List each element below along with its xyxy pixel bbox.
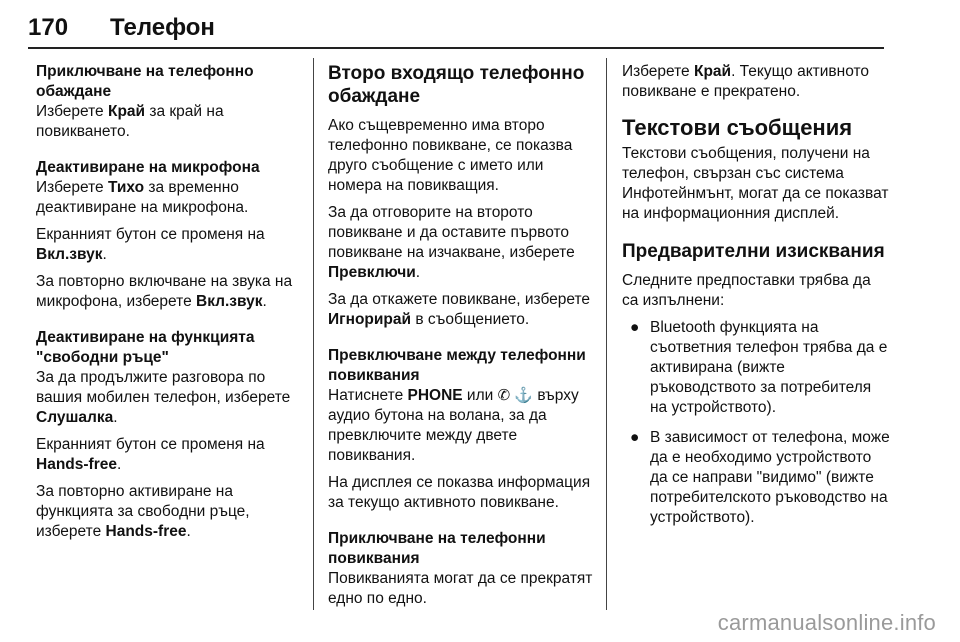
paragraph: На дисплея се показва информация за текущо активното повикване. xyxy=(328,474,591,511)
watermark: carmanualsonline.info xyxy=(717,610,936,635)
section-switch-calls xyxy=(328,346,596,513)
paragraph: Натиснете PHONE или ✆ ⚓ върху аудио бутона на волана, за да превключите между двете повиквания. xyxy=(328,387,579,464)
paragraph: Екранният бутон се променя на Hands-free. xyxy=(36,436,265,473)
ui-term: Слушалка xyxy=(36,409,114,426)
ui-term: PHONE xyxy=(407,387,463,404)
list-item: ● В зависимост от телефона, може да е необходимо устройството да се направи "видимо" (вижте потребителското ръководство на устройството). xyxy=(630,429,890,526)
section-heading: Второ входящо телефонно обаждане xyxy=(328,63,585,107)
ui-term: Тихо xyxy=(107,179,145,196)
paragraph: Ако същевременно има второ телефонно повикване, се показва друго съобщение с името или номера на повикващия. xyxy=(328,117,573,194)
section-heading: Деактивиране на функцията "свободни ръце" xyxy=(36,329,255,366)
page-title: Телефон xyxy=(110,14,215,41)
column-divider-2 xyxy=(606,58,607,610)
ui-term: Вкл.звук xyxy=(196,293,263,310)
page-header xyxy=(28,10,888,50)
section-heading: Приключване на телефонни повиквания xyxy=(328,530,546,567)
column-1 xyxy=(36,62,304,549)
header-divider xyxy=(28,47,884,49)
column-3 xyxy=(622,62,890,538)
paragraph: За да откажете повикване, изберете Игнорирай в съобщението. xyxy=(328,291,591,328)
column-2 xyxy=(328,62,596,616)
paragraph: За повторно включване на звука на микрофона, изберете Вкл.звук. xyxy=(36,273,293,310)
paragraph: Изберете Край. Текущо активното повикване е прекратено. xyxy=(622,63,870,100)
paragraph: За да отговорите на второто повикване и да оставите първото повикване на изчакване, изберете Превключи. xyxy=(328,204,575,281)
paragraph: Екранният бутон се променя на Вкл.звук. xyxy=(36,226,265,263)
section-heading: Деактивиране на микрофона xyxy=(36,159,260,176)
ui-term: Превключи xyxy=(328,264,416,281)
ui-term: Hands-free xyxy=(36,456,117,473)
ui-term: Край xyxy=(107,103,146,120)
paragraph: Следните предпоставки трябва да са изпълнени: xyxy=(622,272,871,309)
paragraph: Текстови съобщения, получени на телефон, свързан със система Инфотейнмънт, могат да се показват на информационния дисплей. xyxy=(622,145,889,222)
phone-voice-icon: ✆ ⚓ xyxy=(497,387,534,404)
page-number: 170 xyxy=(28,14,69,41)
section-heading: Превключване между телефонни повиквания xyxy=(328,347,586,384)
paragraph: Изберете Тихо за временно деактивиране на микрофона. xyxy=(36,179,249,216)
list-item: ● Bluetooth функцията на съответния телефон трябва да е активирана (вижте ръководството за потребителя на устройството). xyxy=(630,319,888,416)
section-handsfree-off xyxy=(36,328,304,542)
paragraph: Повикванията могат да се прекратят едно по едно. xyxy=(328,570,593,607)
ui-term: Игнорирай xyxy=(328,311,412,328)
ui-term: Hands-free xyxy=(105,523,187,540)
chapter-heading: Текстови съобщения xyxy=(622,115,853,140)
section-mute-microphone xyxy=(36,158,304,312)
bullet-icon: ● xyxy=(630,429,640,446)
bullet-icon: ● xyxy=(630,319,640,336)
prerequisite-list xyxy=(622,318,890,528)
paragraph: За да продължите разговора по вашия мобилен телефон, изберете Слушалка. xyxy=(36,369,291,426)
ui-term: Вкл.звук xyxy=(36,246,103,263)
section-end-calls xyxy=(328,529,596,609)
section-end-call xyxy=(36,62,304,142)
section-prerequisites xyxy=(622,240,890,528)
paragraph: За повторно активиране на функцията за свободни ръце, изберете Hands-free. xyxy=(36,483,250,540)
ui-term: Край xyxy=(693,63,732,80)
section-heading: Приключване на телефонно обаждане xyxy=(36,63,254,100)
column-divider-1 xyxy=(313,58,314,610)
section-heading: Предварителни изисквания xyxy=(622,241,885,262)
paragraph: Изберете Край за край на повикването. xyxy=(36,103,224,140)
